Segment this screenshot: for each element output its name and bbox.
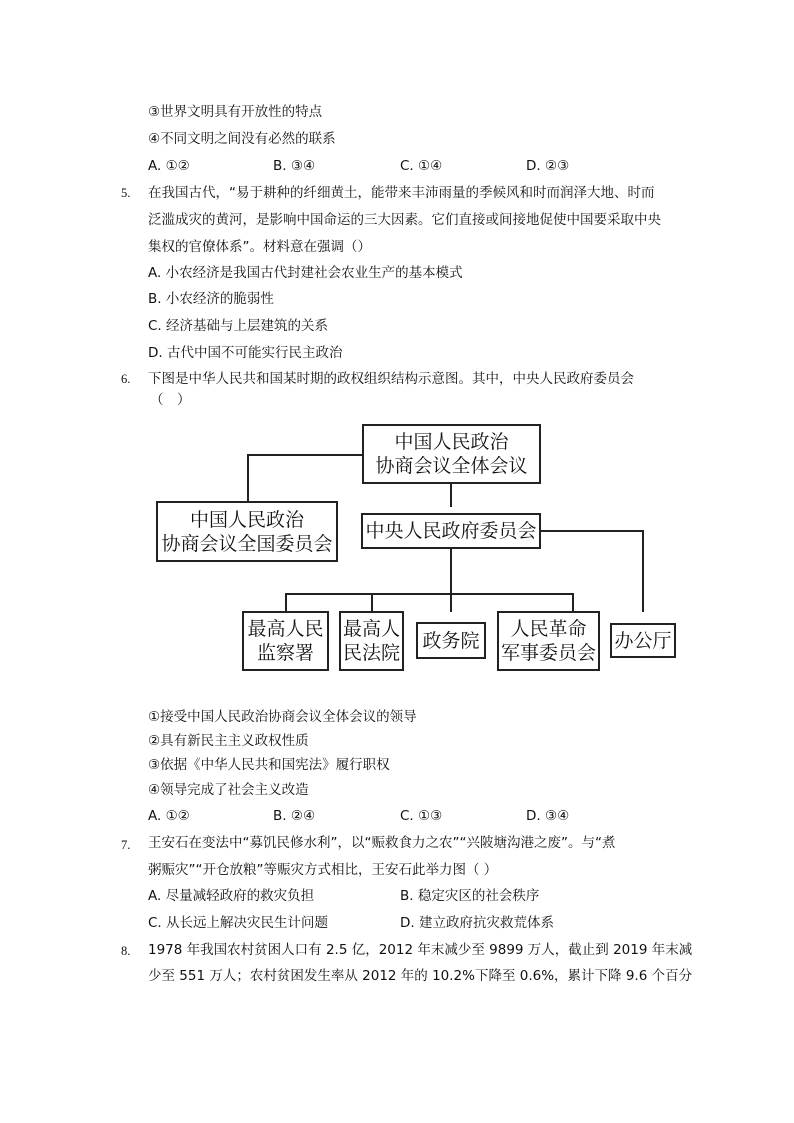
q6-option-a: A. ①② (148, 808, 190, 824)
connector (285, 593, 287, 612)
q7-number: 7. (121, 838, 131, 852)
q6-stem-blank: （ ） (150, 392, 191, 408)
q6-item-3: ③依据《中华人民共和国宪法》履行职权 (148, 757, 390, 773)
q5-option-d: D. 古代中国不可能实行民主政治 (148, 345, 343, 361)
q5-option-c: C. 经济基础与上层建筑的关系 (148, 318, 329, 334)
box-line: 协商会议全国委员会 (161, 532, 333, 555)
connector (450, 593, 452, 612)
q6-option-d: D. ③④ (526, 808, 570, 824)
q8-number: 8. (121, 944, 131, 958)
connector (248, 454, 362, 456)
q6-stem-line: 下图是中华人民共和国某时期的政权组织结构示意图。其中，中央人民政府委员会 (148, 371, 634, 387)
q6-item-2: ②具有新民主主义政权性质 (148, 733, 309, 749)
q5-stem-line: 泛滥成灾的黄河，是影响中国命运的三大因素。它们直接或间接地促使中国要采取中央 (148, 212, 661, 228)
box-line: 中国人民政治 (189, 508, 304, 531)
connector (371, 593, 373, 612)
connector (450, 548, 452, 594)
box-line: 最高人 (342, 618, 400, 640)
box-line: 军事委员会 (500, 642, 596, 664)
q6-option-c: C. ①③ (400, 808, 443, 824)
box-line: 政务院 (422, 629, 480, 652)
q4-option-c: C. ①④ (400, 158, 443, 174)
q7-option-d: D. 建立政府抗灾救荒体系 (400, 915, 554, 931)
q6-number: 6. (121, 372, 131, 386)
supreme-procuratorate-box (242, 611, 329, 671)
box-line: 中央人民政府委员会 (365, 520, 537, 542)
q4-item-4: ④不同文明之间没有必然的联系 (148, 131, 336, 147)
box-line: 办公厅 (614, 629, 672, 652)
cppcc-national-committee-box (156, 501, 338, 562)
central-people-government-council-box (361, 513, 541, 549)
connector (572, 593, 574, 612)
q4-item-3: ③世界文明具有开放性的特点 (148, 104, 323, 120)
q5-option-b: B. 小农经济的脆弱性 (148, 291, 274, 307)
q8-stem-line: 少至 551 万人；农村贫困发生率从 2012 年的 10.2%下降至 0.6%，累计下降 9.6 个百分 (148, 968, 693, 984)
cppcc-plenary-box (362, 424, 541, 484)
administration-council-box (416, 622, 486, 659)
connector (642, 530, 644, 612)
box-line: 民法院 (342, 642, 400, 664)
q5-stem-line: 集权的官僚体系”。材料意在强调（） (148, 239, 371, 255)
q7-option-a: A. 尽量减轻政府的救灾负担 (148, 888, 315, 904)
q5-number: 5. (121, 186, 131, 200)
q7-stem-line: 王安石在变法中“募饥民修水利”，以“赈救食力之农”“兴陂塘沟港之废”。与“煮 (148, 835, 616, 851)
general-office-box (610, 623, 676, 658)
connector (247, 454, 249, 502)
q6-item-4: ④领导完成了社会主义改造 (148, 782, 309, 798)
q6-option-b: B. ②④ (273, 808, 316, 824)
box-line: 人民革命 (510, 618, 587, 640)
q8-stem-line: 1978 年我国农村贫困人口有 2.5 亿，2012 年末减少至 9899 万人，截止到 2019 年末减 (148, 942, 693, 958)
box-line: 中国人民政治 (394, 431, 509, 453)
q4-option-d: D. ②③ (526, 158, 570, 174)
connector (540, 530, 644, 532)
box-line: 协商会议全体会议 (375, 455, 528, 477)
connector (285, 593, 573, 595)
q5-option-a: A. 小农经济是我国古代封建社会农业生产的基本模式 (148, 265, 463, 281)
connector (450, 483, 452, 507)
q4-option-b: B. ③④ (273, 158, 316, 174)
box-line: 最高人民 (247, 618, 324, 640)
q7-option-c: C. 从长远上解决灾民生计问题 (148, 915, 329, 931)
military-commission-box (497, 611, 600, 671)
q5-stem-line: 在我国古代，“易于耕种的纤细黄土，能带来丰沛雨量的季候风和时而润泽大地、时而 (148, 185, 655, 201)
q7-stem-line: 粥赈灾”“开仓放粮”等赈灾方式相比，王安石此举力图（ ） (148, 862, 498, 878)
q7-option-b: B. 稳定灾区的社会秩序 (400, 888, 540, 904)
q6-item-1: ①接受中国人民政治协商会议全体会议的领导 (148, 709, 417, 725)
supreme-court-box (339, 611, 404, 671)
q4-option-a: A. ①② (148, 158, 190, 174)
box-line: 监察署 (256, 642, 314, 664)
